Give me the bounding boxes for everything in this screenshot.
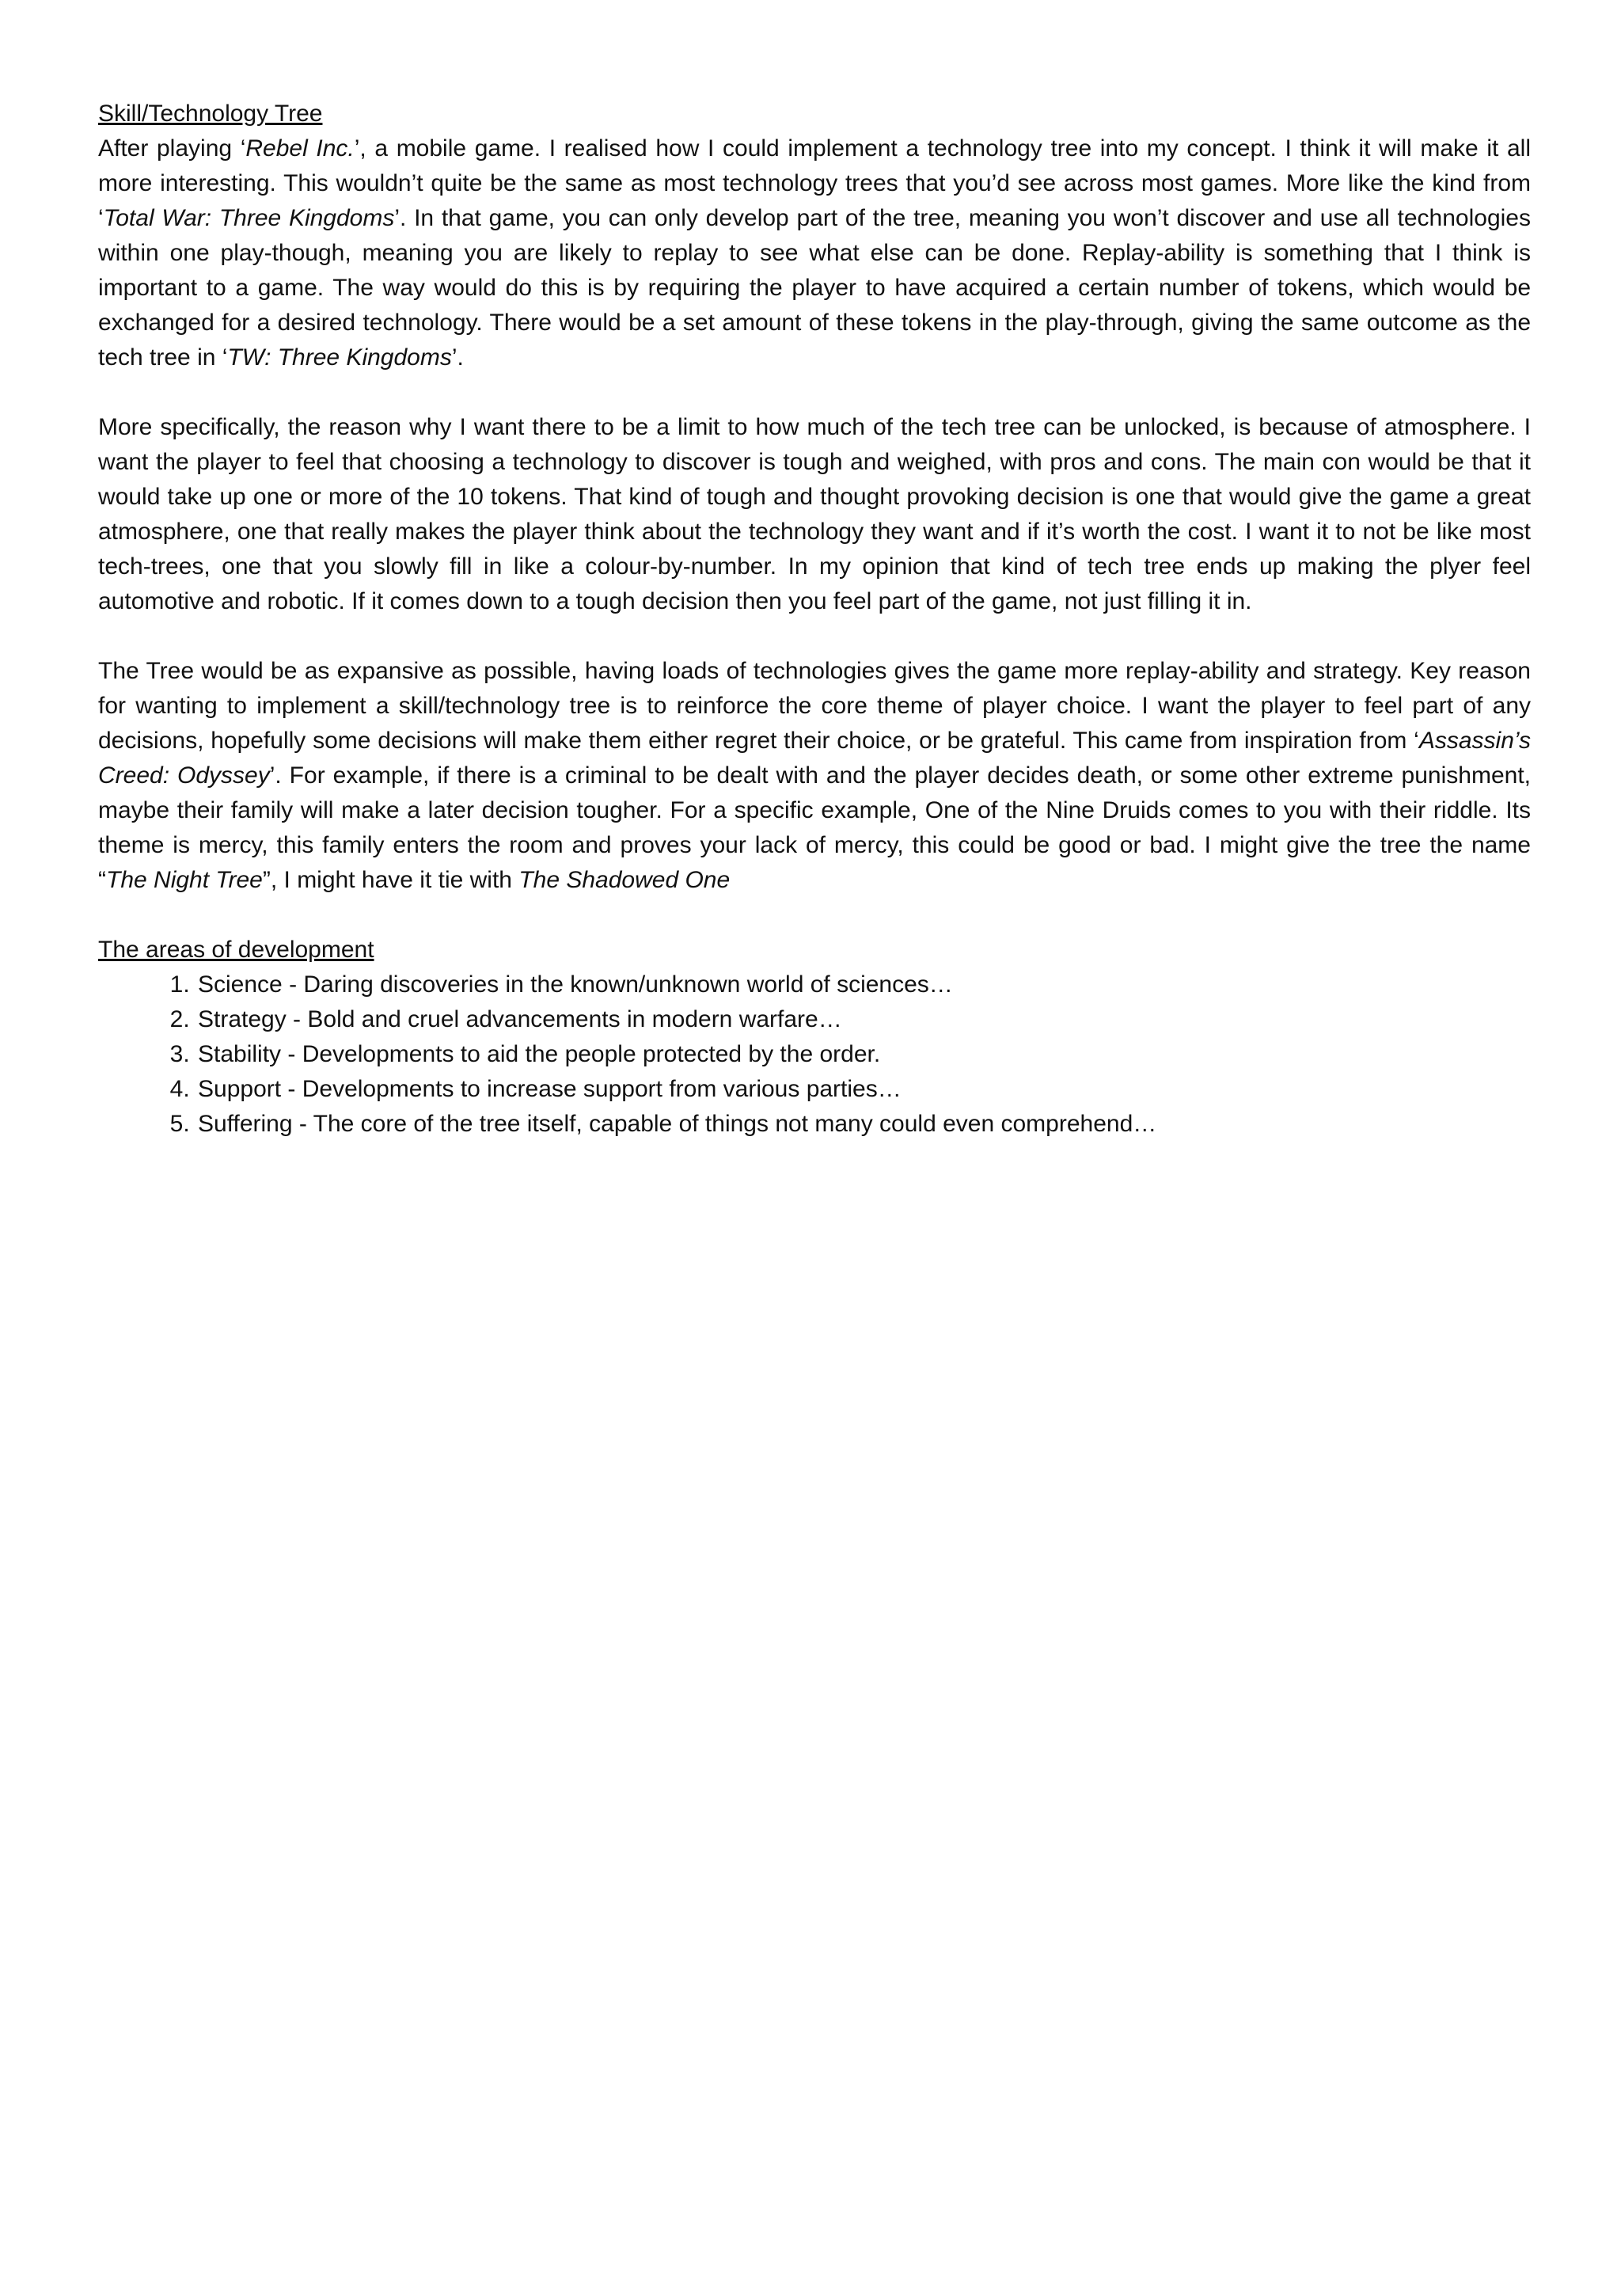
paragraph-1: After playing ‘Rebel Inc.’, a mobile game. I realised how I could implement a technology tree into my concept. I think it will make it all more interesting. This wouldn’t quite be the same as most technology trees that you’d see across most games. More like the kind from ‘Total War: Three Kingdoms’. In that game, you can only develop part of the tree, meaning you won’t discover and use all technologies within one play-though, meaning you are likely to replay to see what else can be done. Replay-ability is something that I think is important to a game. The way would do this is by requiring the player to have acquired a certain number of tokens, which would be exchanged for a desired technology. There would be a set amount of these tokens in the play-through, giving the same outcome as the tech tree in ‘TW: Three Kingdoms’. xyxy=(98,135,1531,371)
italic-title: TW: Three Kingdoms xyxy=(227,344,452,371)
areas-heading: The areas of development xyxy=(98,937,374,963)
italic-title: Total War: Three Kingdoms xyxy=(103,205,395,231)
paragraph-3: The Tree would be as expansive as possible, having loads of technologies gives the game more replay-ability and strategy. Key reason for wanting to implement a skill/technology tree is to reinforce the core theme of player choice. I want the player to feel part of any decisions, hopefully some decisions will make them either regret their choice, or be grateful. This came from inspiration from ‘Assassin’s Creed: Odyssey’. For example, if there is a criminal to be dealt with and the player decides death, or some other extreme punishment, maybe their family will make a later decision tougher. For a specific example, One of the Nine Druids comes to you with their riddle. Its theme is mercy, this family enters the room and proves your lack of mercy, this could be good or bad. I might give the tree the name “The Night Tree”, I might have it tie with The Shadowed One xyxy=(98,658,1531,893)
paragraph-2: More specifically, the reason why I want there to be a limit to how much of the tech tree can be unlocked, is because of atmosphere. I want the player to feel that choosing a technology to discover is tough and weighed, with pros and cons. The main con would be that it would take up one or more of the 10 tokens. That kind of tough and thought provoking decision is one that would give the game a great atmosphere, one that really makes the player think about the technology they want and if it’s worth the cost. I want it to not be like most tech-trees, one that you slowly fill in like a colour-by-number. In my opinion that kind of tech tree ends up making the plyer feel automotive and robotic. If it comes down to a tough decision then you feel part of the game, not just filling it in. xyxy=(98,414,1531,614)
italic-title: Assassin’s Creed: Odyssey xyxy=(98,728,1531,789)
list-item: 3. Stability - Developments to aid the people protected by the order. xyxy=(196,1037,1531,1072)
document-page xyxy=(98,97,1531,1142)
list-item: 1. Science - Daring discoveries in the known/unknown world of sciences… xyxy=(196,967,1531,1002)
list-item: 4. Support - Developments to increase support from various parties… xyxy=(196,1072,1531,1107)
list-item: 5. Suffering - The core of the tree itself, capable of things not many could even comprehend… xyxy=(196,1107,1531,1142)
list-item: 2. Strategy - Bold and cruel advancements in modern warfare… xyxy=(196,1002,1531,1037)
italic-title: The Night Tree xyxy=(106,867,263,893)
italic-title: The Shadowed One xyxy=(518,867,731,893)
italic-title: Rebel Inc. xyxy=(245,135,355,162)
document-heading: Skill/Technology Tree xyxy=(98,101,323,127)
areas-list xyxy=(98,967,1531,1142)
